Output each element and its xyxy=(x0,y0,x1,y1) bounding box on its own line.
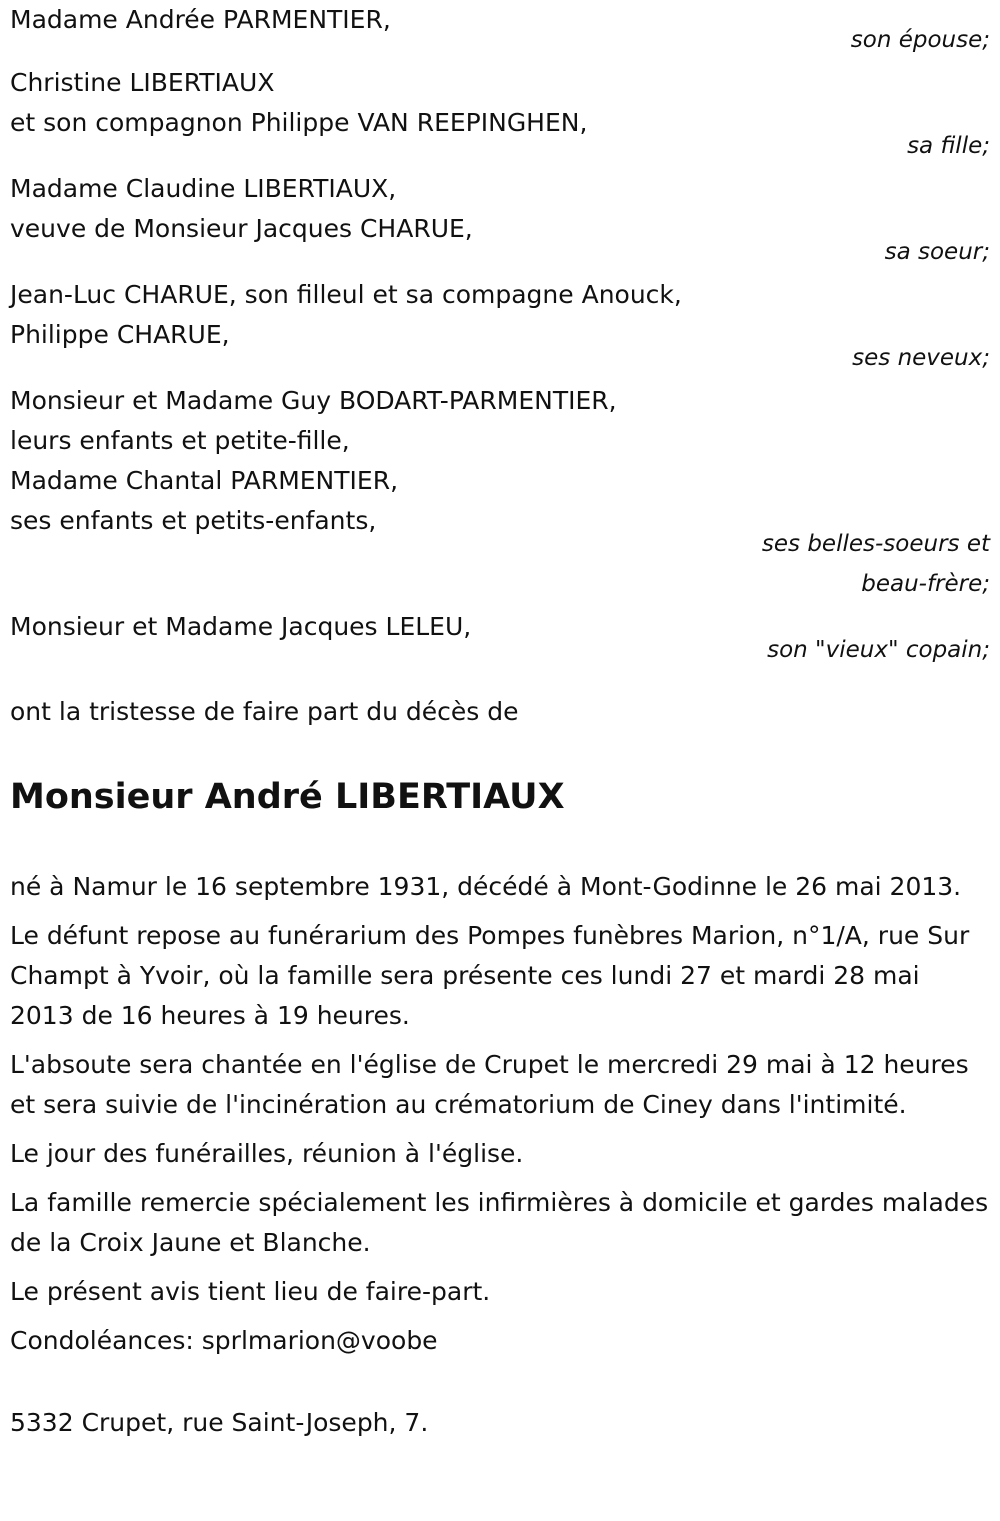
family-line: leurs enfants et petite-fille, xyxy=(10,426,350,455)
funerarium-paragraph: Le défunt repose au funérarium des Pompes funèbres Marion, n°1/A, rue Sur Champt à Yvoir, où la famille sera présente ces lundi 27 et mardi 28 mai 2013 de 16 heures à 19 heures. xyxy=(10,921,970,1030)
family-group-friend xyxy=(10,607,990,670)
notice-paragraph: Le présent avis tient lieu de faire-part. xyxy=(10,1277,491,1306)
family-line: Jean-Luc CHARUE, son filleul et sa compagne Anouck, xyxy=(10,280,682,309)
family-line: Monsieur et Madame Guy BODART-PARMENTIER, xyxy=(10,386,617,415)
family-line: Madame Andrée PARMENTIER, xyxy=(10,5,391,34)
family-group-daughter xyxy=(10,63,990,166)
relation-label: sa fille; xyxy=(907,133,990,159)
family-line: Madame Claudine LIBERTIAUX, xyxy=(10,174,397,203)
intro-text: ont la tristesse de faire part du décès de xyxy=(10,697,519,726)
relation-label: beau-frère; xyxy=(861,571,990,597)
family-group-nephews xyxy=(10,275,990,378)
family-line: ses enfants et petits-enfants, xyxy=(10,506,377,535)
obituary-notice xyxy=(10,0,990,1443)
family-line: Philippe CHARUE, xyxy=(10,320,230,349)
family-group-in-laws xyxy=(10,381,990,604)
relation-label: ses neveux; xyxy=(852,345,990,371)
thanks-paragraph: La famille remercie spécialement les infirmières à domicile et gardes malades de la Croix Jaune et Blanche. xyxy=(10,1188,989,1257)
relation-label: sa soeur; xyxy=(884,239,990,265)
family-address: 5332 Crupet, rue Saint-Joseph, 7. xyxy=(10,1408,429,1437)
family-line: et son compagnon Philippe VAN REEPINGHEN, xyxy=(10,108,588,137)
family-line: Monsieur et Madame Jacques LELEU, xyxy=(10,612,472,641)
meeting-paragraph: Le jour des funérailles, réunion à l'église. xyxy=(10,1139,524,1168)
relation-label: son "vieux" copain; xyxy=(767,637,990,663)
ceremony-paragraph: L'absoute sera chantée en l'église de Crupet le mercredi 29 mai à 12 heures et sera suivie de l'incinération au crématorium de Ciney dans l'intimité. xyxy=(10,1050,969,1119)
family-line: Madame Chantal PARMENTIER, xyxy=(10,466,399,495)
deceased-name: Monsieur André LIBERTIAUX xyxy=(10,777,565,817)
family-line: veuve de Monsieur Jacques CHARUE, xyxy=(10,214,473,243)
relation-label: ses belles-soeurs et xyxy=(761,531,990,557)
family-group-sister xyxy=(10,169,990,272)
family-group-spouse xyxy=(10,0,990,60)
relation-label: son épouse; xyxy=(850,27,990,53)
family-line: Christine LIBERTIAUX xyxy=(10,68,275,97)
birth-death-paragraph: né à Namur le 16 septembre 1931, décédé à Mont-Godinne le 26 mai 2013. xyxy=(10,872,962,901)
condolences-paragraph: Condoléances: sprlmarion@voobe xyxy=(10,1326,438,1355)
